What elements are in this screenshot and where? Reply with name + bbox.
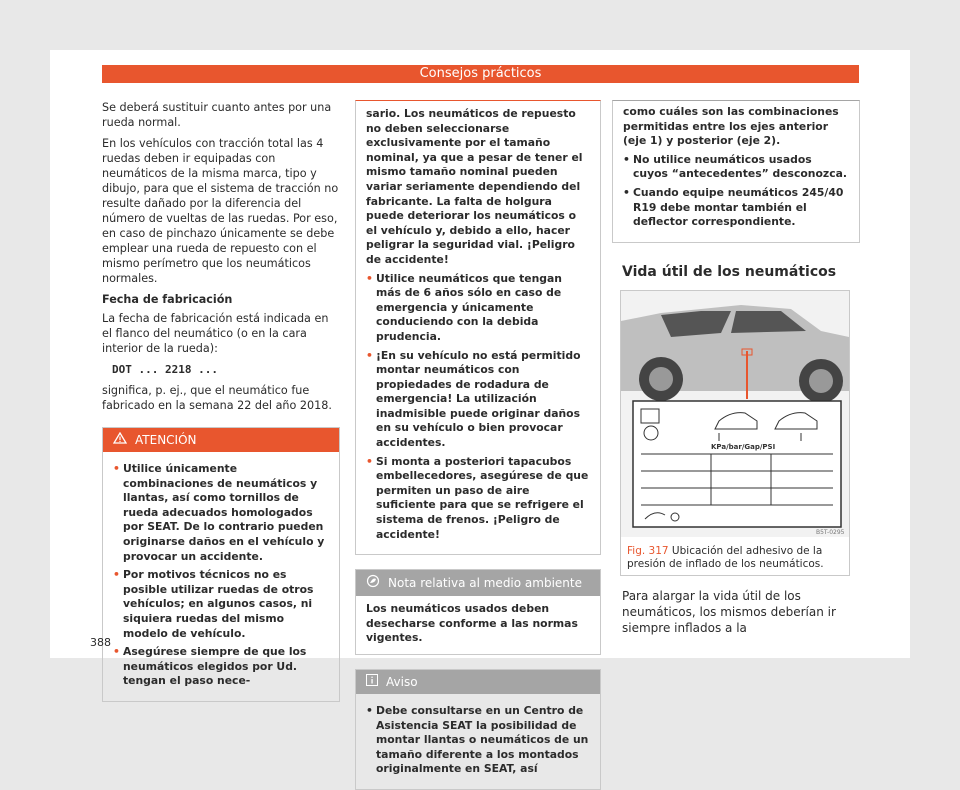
list-item: • Por motivos técnicos no es posible utilizar ruedas de otros vehículos; en algunos casos, ni siquiera ruedas del mismo modelo de vehículo. — [113, 568, 329, 641]
figure-caption — [621, 541, 849, 575]
leaf-icon — [366, 574, 380, 592]
paragraph: significa, p. ej., que el neumático fue fabricado en la semana 22 del año 2018. — [102, 384, 332, 412]
info-icon — [366, 674, 378, 690]
list-item: • Cuando equipe neumáticos 245/40 R19 debe montar también el deflector correspondiente. — [623, 186, 849, 230]
warning-continuation — [355, 100, 601, 555]
list-item: • Asegúrese siempre de que los neumáticos elegidos por Ud. tengan el paso nece- — [113, 645, 329, 689]
aviso-body — [356, 694, 600, 789]
environment-note-title: Nota relativa al medio ambiente — [388, 575, 582, 590]
aviso-continuation — [612, 100, 860, 243]
paragraph: sario. Los neumáticos de repuesto no deben seleccionarse exclusivamente por el tamaño nominal, ya que a pesar de tener el mismo tamaño nominal pueden variar seriamente dependiendo del fabricante. La falta de holgura puede deteriorar los neumáticos o el vehículo y, debido a ello, hacer peligrar la seguridad vial. ¡Peligro de accidente! — [366, 107, 583, 266]
warning-box — [102, 427, 340, 702]
list-item: • Utilice únicamente combinaciones de neumáticos y llantas, así como tornillos de rueda adecuados homologados por SEAT. De lo contrario pueden originarse daños en el vehículo y provocar un accidente. — [113, 462, 329, 564]
section-title: Vida útil de los neumáticos — [622, 263, 837, 280]
page-number: 388 — [90, 636, 111, 649]
warning-body — [103, 452, 339, 701]
environment-note-body: Los neumáticos usados deben desecharse conforme a las normas vigentes. — [366, 602, 578, 645]
paragraph: Para alargar la vida útil de los neumáticos, los mismos deberían ir siempre inflados a la — [622, 588, 836, 635]
aviso-title: Aviso — [386, 674, 418, 689]
dot-code: DOT ... 2218 ... — [112, 363, 218, 376]
warning-icon — [113, 432, 127, 448]
aviso-box — [355, 669, 601, 790]
aviso-header — [356, 670, 600, 694]
page-header: Consejos prácticos — [102, 65, 859, 83]
figure-code: B5T-0295 — [816, 528, 845, 536]
warning-header — [103, 428, 339, 452]
paragraph: Se deberá sustituir cuanto antes por una rueda normal. — [102, 101, 332, 129]
list-item: • ¡En su vehículo no está permitido montar neumáticos con propiedades de rodadura de emergencia! La utilización inadmisible puede originar daños en su vehículo o bien provocar accidentes. — [366, 349, 590, 451]
list-item: • Si monta a posteriori tapacubos embellecedores, asegúrese de que permiten un paso de aire suficiente para que se refrigere el sistema de frenos. ¡Peligro de accidente! — [366, 455, 590, 543]
paragraph: La fecha de fabricación está indicada en el flanco del neumático (o en la cara interior de la rueda): — [102, 312, 329, 355]
paragraph: como cuáles son las combinaciones permitidas entre los ejes anterior (eje 1) y posterior (eje 2). — [623, 105, 839, 148]
column-2 — [355, 100, 601, 790]
list-item: • Debe consultarse en un Centro de Asistencia SEAT la posibilidad de montar llantas o neumáticos de un tamaño diferente a los montados originalmente en SEAT, así — [366, 704, 590, 777]
tire-pressure-label-illustration — [621, 291, 849, 537]
paragraph: En los vehículos con tracción total las 4 ruedas deben ir equipadas con neumáticos de la misma marca, tipo y dibujo, para que el sistema de tracción no resulte dañado por la diferencia del número de vueltas de las ruedas. Por eso, en caso de pinchazo únicamente se debe emplear una rueda de repuesto con el mismo perímetro que los neumáticos normales. — [102, 137, 339, 285]
column-3 — [612, 100, 860, 636]
list-item: • No utilice neumáticos usados cuyos “antecedentes” desconozca. — [623, 153, 849, 182]
section-heading: Fecha de fabricación — [102, 293, 233, 306]
figure-label: Fig. 317 — [627, 544, 669, 557]
list-item: • Utilice neumáticos que tengan más de 6 años sólo en caso de emergencia y únicamente conduciendo con la debida prudencia. — [366, 272, 590, 345]
warning-title: ATENCIÓN — [135, 432, 197, 447]
environment-note-header — [356, 570, 600, 596]
column-1 — [102, 100, 340, 702]
figure-317 — [620, 290, 850, 576]
label-units: KPa/bar/Gap/PSI — [711, 442, 776, 451]
environment-note-box — [355, 569, 601, 655]
figure-caption-text: Ubicación del adhesivo de la presión de inflado de los neumáticos. — [627, 544, 824, 570]
